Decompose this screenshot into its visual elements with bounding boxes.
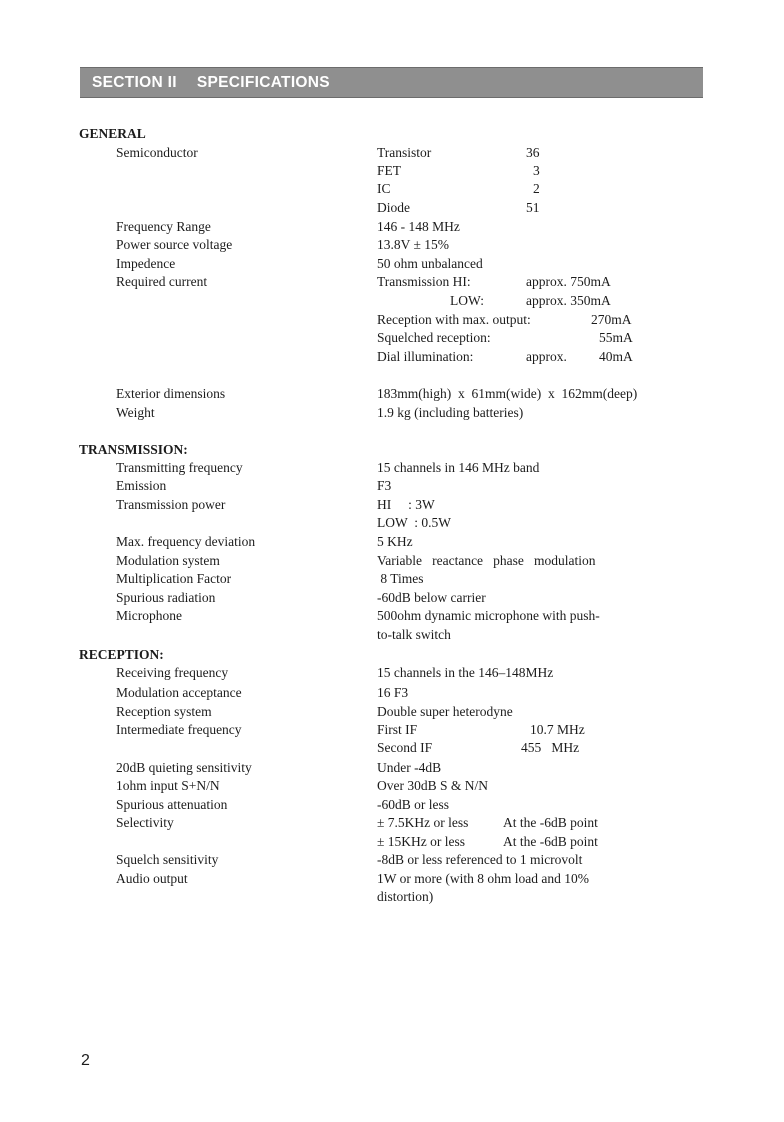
frequency-range-label: Frequency Range	[116, 219, 211, 234]
transmission-heading: TRANSMISSION:	[79, 442, 188, 457]
squelched-value: 55mA	[599, 330, 633, 345]
multiplication-label: Multiplication Factor	[116, 571, 232, 586]
selectivity-row1-point: At the -6dB point	[503, 815, 598, 830]
semiconductor-name: FET	[377, 163, 402, 178]
rx-max-label: Reception with max. output:	[377, 312, 531, 327]
semiconductor-name: Diode	[377, 200, 410, 215]
quieting-sensitivity-label: 20dB quieting sensitivity	[116, 760, 252, 775]
modulation-system-value: Variable reactance phase modulation	[377, 553, 596, 568]
page-number: 2	[81, 1052, 90, 1069]
tx-spurious-value: -60dB below carrier	[377, 590, 486, 605]
rx-frequency-value: 15 channels in the 146–148MHz	[377, 665, 554, 680]
exterior-value: 183mm(high) x 61mm(wide) x 162mm(deep)	[377, 386, 638, 401]
exterior-label: Exterior dimensions	[116, 386, 226, 401]
tx-low-value: approx. 350mA	[526, 293, 611, 308]
deviation-label: Max. frequency deviation	[116, 534, 256, 549]
section-number: SECTION II	[92, 73, 177, 91]
impedance-value: 50 ohm unbalanced	[377, 256, 483, 271]
modulation-acceptance-label: Modulation acceptance	[116, 685, 242, 700]
snn-label: 1ohm input S+N/N	[116, 778, 220, 793]
tx-frequency-label: Transmitting frequency	[116, 460, 243, 475]
quieting-sensitivity-value: Under -4dB	[377, 760, 442, 775]
rx-spurious-value: -60dB or less	[377, 797, 449, 812]
tx-low-label: LOW:	[450, 293, 484, 308]
semiconductor-name: IC	[377, 181, 391, 196]
selectivity-row1-range: ± 7.5KHz or less	[377, 815, 469, 830]
semiconductor-count: 51	[526, 200, 540, 215]
power-source-label: Power source voltage	[116, 237, 233, 252]
impedance-label: Impedence	[116, 256, 176, 271]
semiconductor-count: 36	[526, 145, 540, 160]
general-heading: GENERAL	[79, 126, 146, 141]
squelch-label: Squelch sensitivity	[116, 852, 219, 867]
second-if-value: 455 MHz	[521, 740, 580, 755]
multiplication-value: 8 Times	[377, 571, 424, 586]
power-source-value: 13.8V ± 15%	[377, 237, 450, 252]
squelch-value: -8dB or less referenced to 1 microvolt	[377, 852, 583, 867]
semiconductor-count: 3	[533, 163, 540, 178]
audio-output-line1: 1W or more (with 8 ohm load and 10%	[377, 871, 589, 886]
selectivity-label: Selectivity	[116, 815, 174, 830]
selectivity-row2-point: At the -6dB point	[503, 834, 598, 849]
selectivity-row2-range: ± 15KHz or less	[377, 834, 466, 849]
section-title: SPECIFICATIONS	[196, 73, 330, 91]
section-header-bar	[80, 67, 703, 98]
tx-power-label: Transmission power	[116, 497, 226, 512]
tx-power-low: LOW : 0.5W	[377, 515, 451, 530]
second-if-label: Second IF	[377, 740, 433, 755]
tx-power-hi: HI : 3W	[377, 497, 435, 512]
dial-illumination-label: Dial illumination:	[377, 349, 474, 364]
squelched-label: Squelched reception:	[377, 330, 491, 345]
frequency-range-value: 146 - 148 MHz	[377, 219, 460, 234]
dial-illumination-value: 40mA	[599, 349, 633, 364]
rx-max-value: 270mA	[591, 312, 632, 327]
microphone-label: Microphone	[116, 608, 182, 623]
snn-value: Over 30dB S & N/N	[377, 778, 488, 793]
emission-value: F3	[377, 478, 392, 493]
semiconductor-name: Transistor	[377, 145, 432, 160]
reception-heading: RECEPTION:	[79, 647, 164, 662]
tx-hi-label: Transmission HI:	[377, 274, 471, 289]
weight-value: 1.9 kg (including batteries)	[377, 405, 524, 420]
microphone-value-line2: to-talk switch	[377, 627, 451, 642]
microphone-value-line1: 500ohm dynamic microphone with push-	[377, 608, 600, 623]
audio-output-label: Audio output	[116, 871, 188, 886]
tx-hi-value: approx. 750mA	[526, 274, 611, 289]
modulation-system-label: Modulation system	[116, 553, 220, 568]
deviation-value: 5 KHz	[377, 534, 413, 549]
modulation-acceptance-value: 16 F3	[377, 685, 409, 700]
weight-label: Weight	[116, 405, 155, 420]
first-if-value: 10.7 MHz	[530, 722, 585, 737]
rx-frequency-label: Receiving frequency	[116, 665, 229, 680]
semiconductor-count: 2	[533, 181, 540, 196]
first-if-label: First IF	[377, 722, 418, 737]
required-current-label: Required current	[116, 274, 208, 289]
reception-system-label: Reception system	[116, 704, 212, 719]
audio-output-line2: distortion)	[377, 889, 434, 904]
emission-label: Emission	[116, 478, 167, 493]
tx-frequency-value: 15 channels in 146 MHz band	[377, 460, 540, 475]
reception-system-value: Double super heterodyne	[377, 704, 513, 719]
dial-approx: approx.	[526, 349, 567, 364]
semiconductor-label: Semiconductor	[116, 145, 198, 160]
rx-spurious-label: Spurious attenuation	[116, 797, 228, 812]
tx-spurious-label: Spurious radiation	[116, 590, 216, 605]
if-label: Intermediate frequency	[116, 722, 242, 737]
